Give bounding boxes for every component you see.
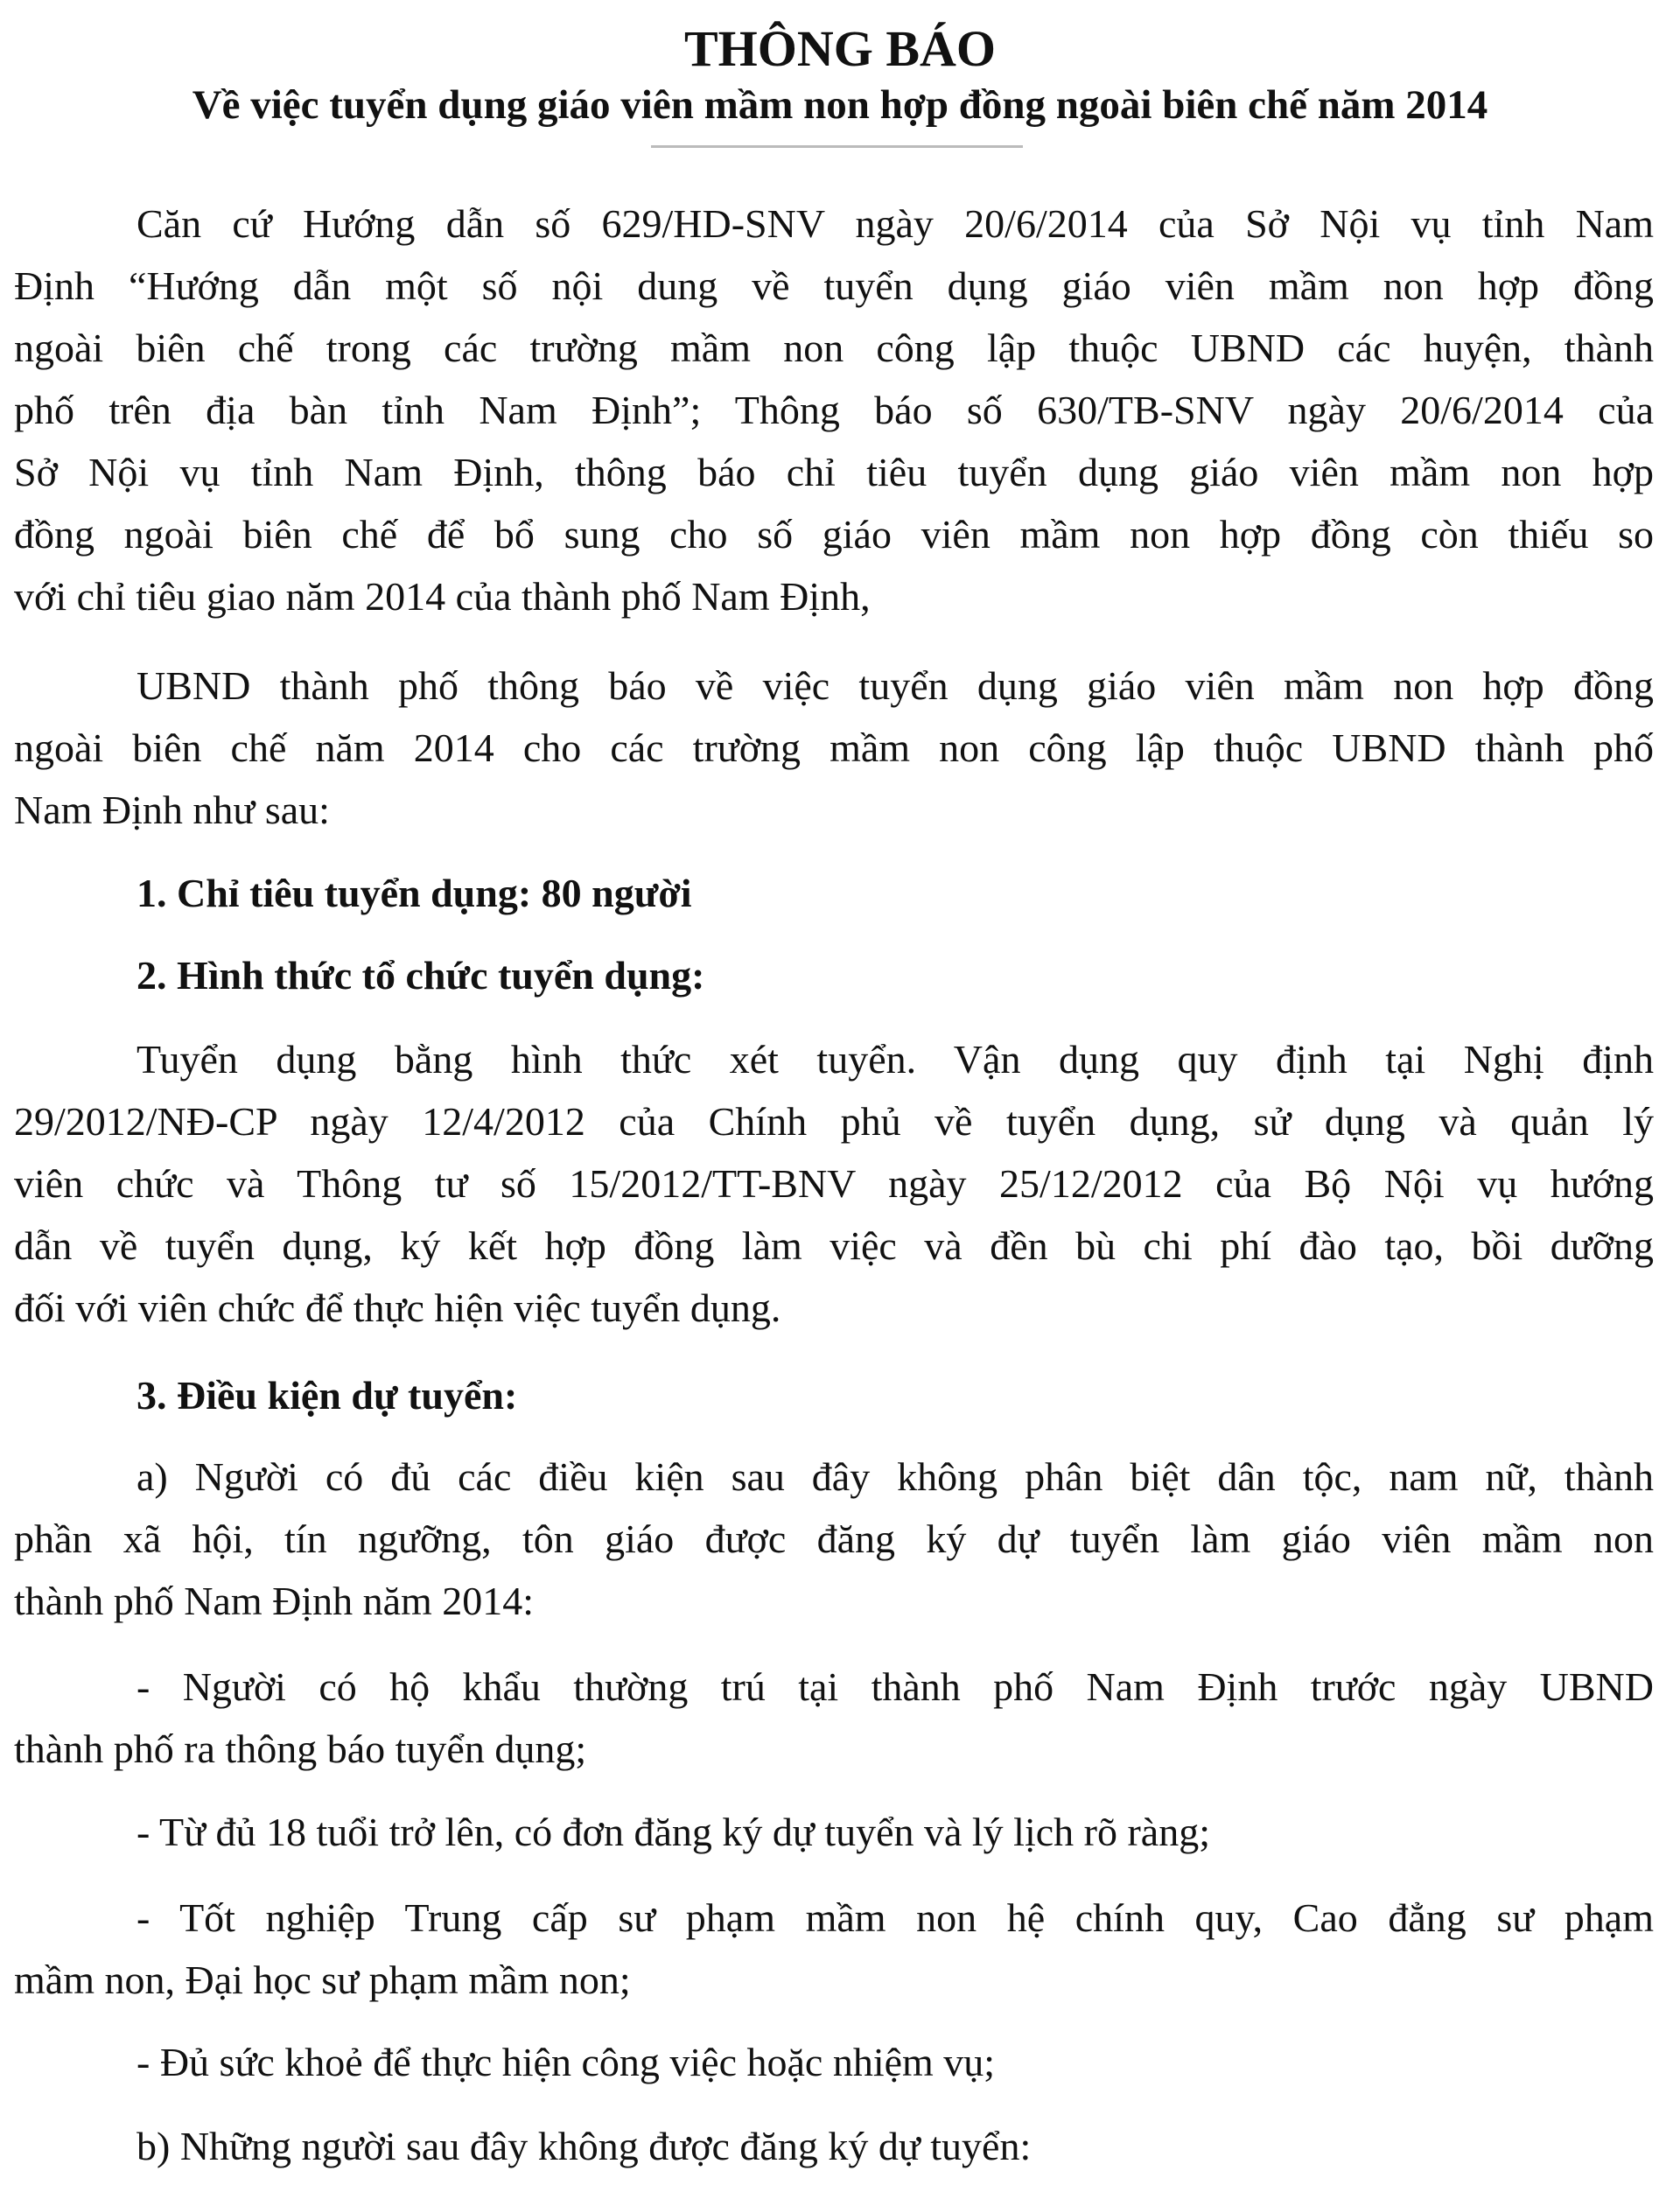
heading-form: [14, 944, 1654, 1006]
text-line: với chỉ tiêu giao năm 2014 của thành phố Nam Định,: [14, 574, 871, 619]
section-heading: 2. Hình thức tổ chức tuyển dụng:: [136, 953, 705, 998]
text-line: - Tốt nghiệp Trung cấp sư phạm mầm non hệ chính quy, Cao đẳng sư phạm: [136, 1895, 1654, 1940]
title-underline: [651, 145, 1023, 148]
text-line: b) Những người sau đây không được đăng ký dự tuyển:: [136, 2124, 1032, 2168]
text-line: ngoài biên chế trong các trường mầm non công lập thuộc UBND các huyện, thành: [14, 326, 1654, 370]
condition-residence: [14, 1656, 1654, 1780]
text-line: viên chức và Thông tư số 15/2012/TT-BNV ngày 25/12/2012 của Bộ Nội vụ hướng: [14, 1161, 1654, 1206]
text-line: phần xã hội, tín ngưỡng, tôn giáo được đăng ký dự tuyển làm giáo viên mầm non: [14, 1516, 1654, 1561]
document-title: THÔNG BÁO: [683, 20, 997, 77]
paragraph-conditions-a: [14, 1446, 1654, 1632]
text-line: 29/2012/NĐ-CP ngày 12/4/2012 của Chính phủ về tuyển dụng, sử dụng và quản lý: [14, 1099, 1654, 1144]
text-line: - Đủ sức khoẻ để thực hiện công việc hoặc nhiệm vụ;: [136, 2040, 996, 2084]
section-heading: 1. Chỉ tiêu tuyển dụng: 80 người: [136, 871, 692, 915]
paragraph-announcement: [14, 655, 1654, 841]
text-line: đối với viên chức để thực hiện việc tuyển dụng.: [14, 1285, 781, 1330]
condition-education: [14, 1887, 1654, 2011]
paragraph-form: [14, 1028, 1654, 1339]
text-line: thành phố Nam Định năm 2014:: [14, 1579, 535, 1623]
section-heading: 3. Điều kiện dự tuyển:: [136, 1373, 518, 1418]
text-line: UBND thành phố thông báo về việc tuyển dụng giáo viên mầm non hợp đồng: [136, 663, 1654, 708]
text-line: Định “Hướng dẫn một số nội dung về tuyển dụng giáo viên mầm non hợp đồng: [14, 263, 1654, 308]
heading-quota: [14, 862, 1654, 924]
text-line: Nam Định như sau:: [14, 788, 330, 832]
text-line: phố trên địa bàn tỉnh Nam Định”; Thông báo số 630/TB-SNV ngày 20/6/2014 của: [14, 388, 1654, 432]
text-line: Tuyển dụng bằng hình thức xét tuyển. Vận dụng quy định tại Nghị định: [136, 1037, 1654, 1082]
text-line: ngoài biên chế năm 2014 cho các trường mầm non công lập thuộc UBND thành phố: [14, 725, 1654, 770]
text-line: thành phố ra thông báo tuyển dụng;: [14, 1726, 587, 1771]
condition-health: [14, 2031, 1654, 2093]
paragraph-legal-basis: [14, 193, 1654, 627]
text-line: a) Người có đủ các điều kiện sau đây không phân biệt dân tộc, nam nữ, thành: [136, 1454, 1654, 1499]
text-line: Sở Nội vụ tỉnh Nam Định, thông báo chỉ tiêu tuyển dụng giáo viên mầm non hợp: [14, 450, 1654, 494]
text-line: - Từ đủ 18 tuổi trở lên, có đơn đăng ký dự tuyển và lý lịch rõ ràng;: [136, 1810, 1210, 1854]
text-line: - Người có hộ khẩu thường trú tại thành phố Nam Định trước ngày UBND: [136, 1664, 1654, 1709]
paragraph-conditions-b: [14, 2115, 1654, 2177]
text-line: Căn cứ Hướng dẫn số 629/HD-SNV ngày 20/6/2014 của Sở Nội vụ tỉnh Nam: [136, 201, 1654, 246]
text-line: đồng ngoài biên chế để bổ sung cho số giáo viên mầm non hợp đồng còn thiếu so: [14, 512, 1654, 557]
heading-conditions: [14, 1364, 1654, 1426]
document-subtitle: Về việc tuyển dụng giáo viên mầm non hợp đồng ngoài biên chế năm 2014: [192, 82, 1488, 128]
condition-age: [14, 1801, 1654, 1863]
text-line: mầm non, Đại học sư phạm mầm non;: [14, 1957, 631, 2002]
text-line: dẫn về tuyển dụng, ký kết hợp đồng làm việc và đền bù chi phí đào tạo, bồi dưỡng: [14, 1223, 1654, 1268]
